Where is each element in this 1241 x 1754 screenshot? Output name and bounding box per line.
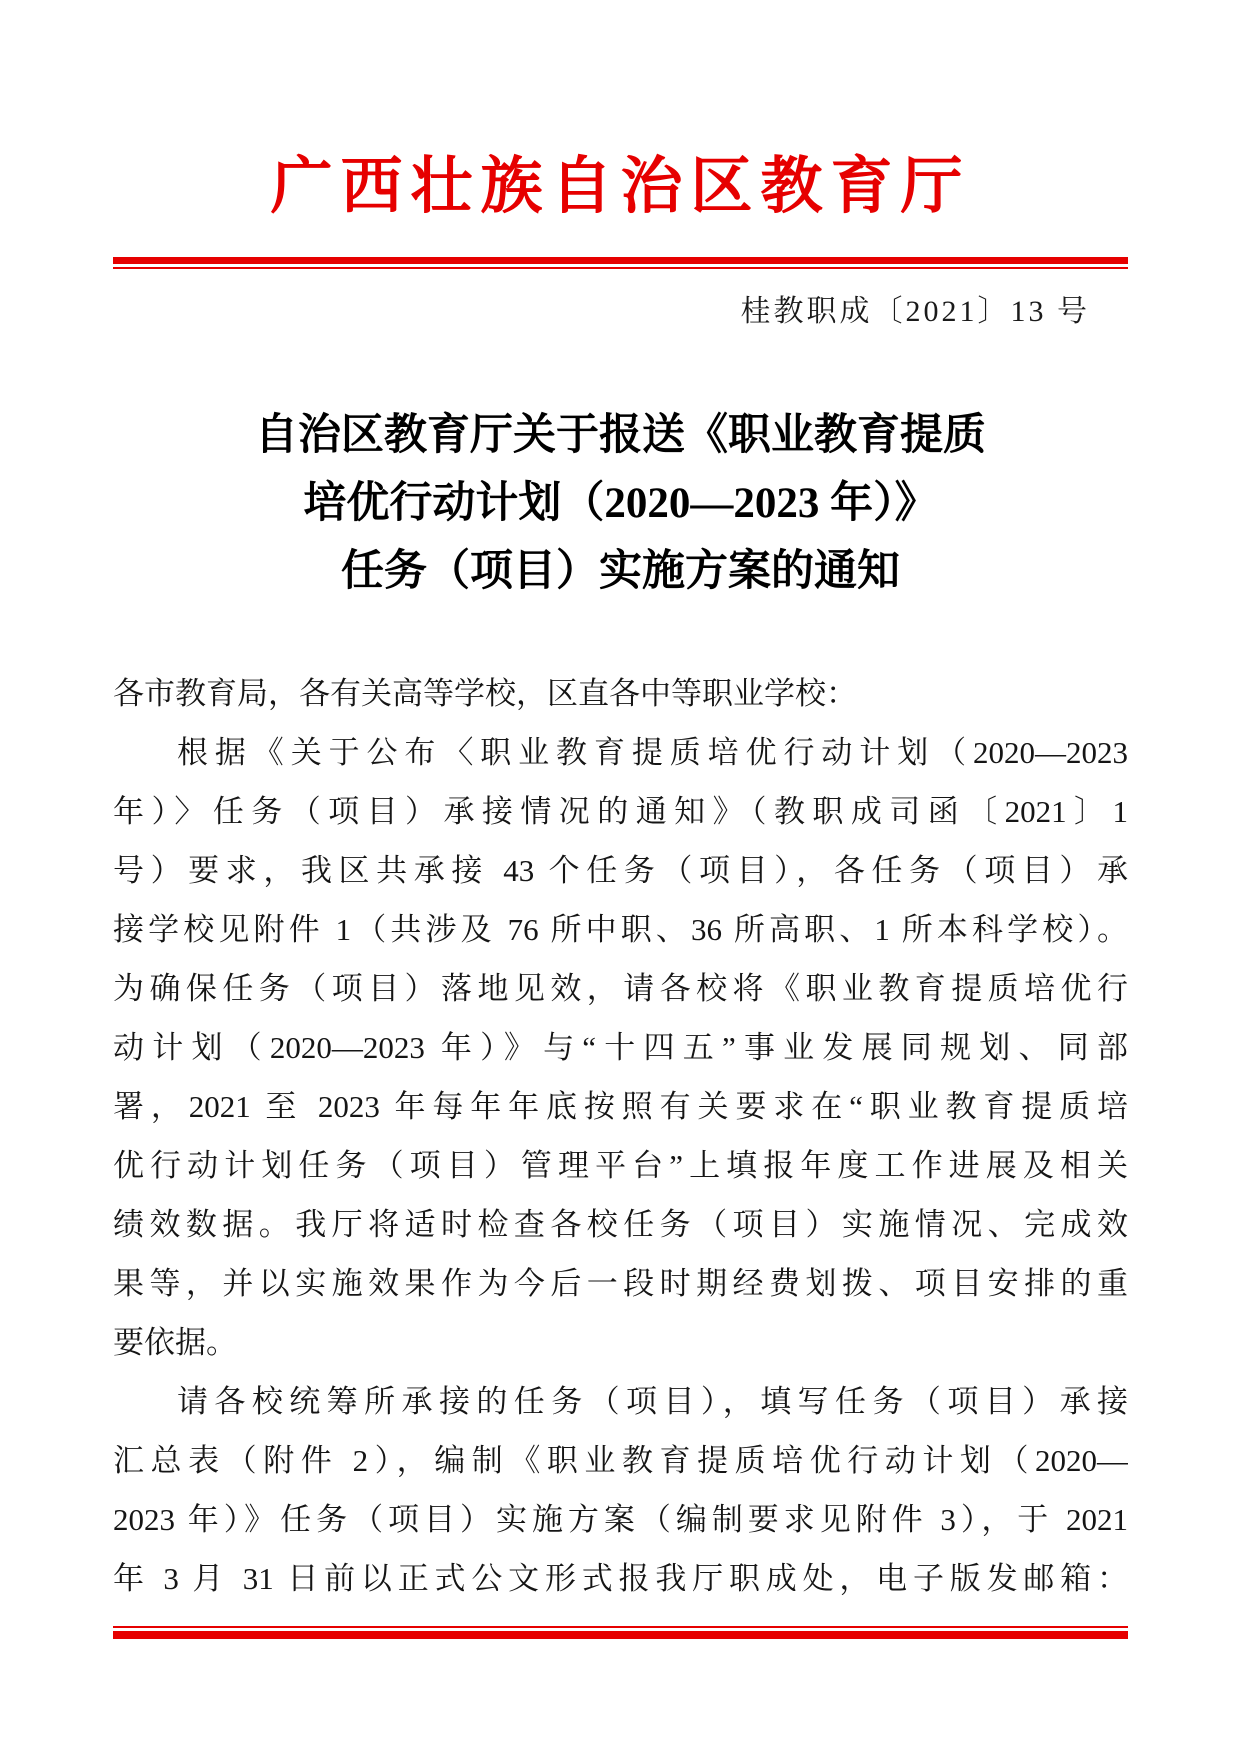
footer-separator-line [113, 1626, 1128, 1639]
body-text-line: 果等，并以实施效果作为今后一段时期经费划拨、项目安排的重 [113, 1266, 1128, 1301]
body-text-line: 年）〉任务（项目）承接情况的通知》（教职成司函〔2021〕1 [113, 794, 1128, 829]
document-body [113, 664, 1128, 1608]
letterhead-agency-name: 广西壮族自治区教育厅 [270, 153, 971, 221]
body-text-line: 汇总表（附件 2），编制《职业教育提质培优行动计划（2020— [113, 1443, 1128, 1478]
body-text-line: 各市教育局，各有关高等学校，区直各中等职业学校： [113, 676, 857, 711]
separator-thin-bar [113, 267, 1128, 269]
body-text-line: 优行动计划任务（项目）管理平台”上填报年度工作进展及相关 [113, 1148, 1128, 1183]
document-title-line: 任务（项目）实施方案的通知 [341, 548, 900, 595]
body-text-line: 年 3 月 31 日前以正式公文形式报我厅职成处，电子版发邮箱： [113, 1561, 1128, 1596]
body-text-line: 请各校统筹所承接的任务（项目），填写任务（项目）承接 [177, 1384, 1128, 1419]
header-separator-line [113, 257, 1128, 269]
body-text-line: 为确保任务（项目）落地见效，请各校将《职业教育提质培优行 [113, 971, 1128, 1006]
document-title-line: 培优行动计划（2020—2023 年）》 [303, 480, 938, 527]
body-text-line: 要依据。 [113, 1325, 237, 1360]
body-text-line: 接学校见附件 1（共涉及 76 所中职、36 所高职、1 所本科学校）。 [113, 912, 1128, 947]
body-text-line: 动计划（2020—2023 年）》与“十四五”事业发展同规划、同部 [113, 1030, 1128, 1065]
separator-thick-bar [113, 257, 1128, 264]
body-text-line: 绩效数据。我厅将适时检查各校任务（项目）实施情况、完成效 [113, 1207, 1128, 1242]
document-title [0, 402, 1241, 606]
body-text-line: 2023 年）》任务（项目）实施方案（编制要求见附件 3），于 2021 [113, 1502, 1128, 1537]
body-text-line: 根据《关于公布〈职业教育提质培优行动计划（2020—2023 [177, 735, 1128, 770]
separator-thin-bar [113, 1626, 1128, 1628]
body-text-line: 署，2021 至 2023 年每年年底按照有关要求在“职业教育提质培 [113, 1089, 1128, 1124]
document-number: 桂教职成〔2021〕13 号 [740, 295, 1090, 328]
document-title-line: 自治区教育厅关于报送《职业教育提质 [255, 412, 986, 459]
separator-thick-bar [113, 1631, 1128, 1639]
body-text-line: 号）要求，我区共承接 43 个任务（项目），各任务（项目）承 [113, 853, 1128, 888]
